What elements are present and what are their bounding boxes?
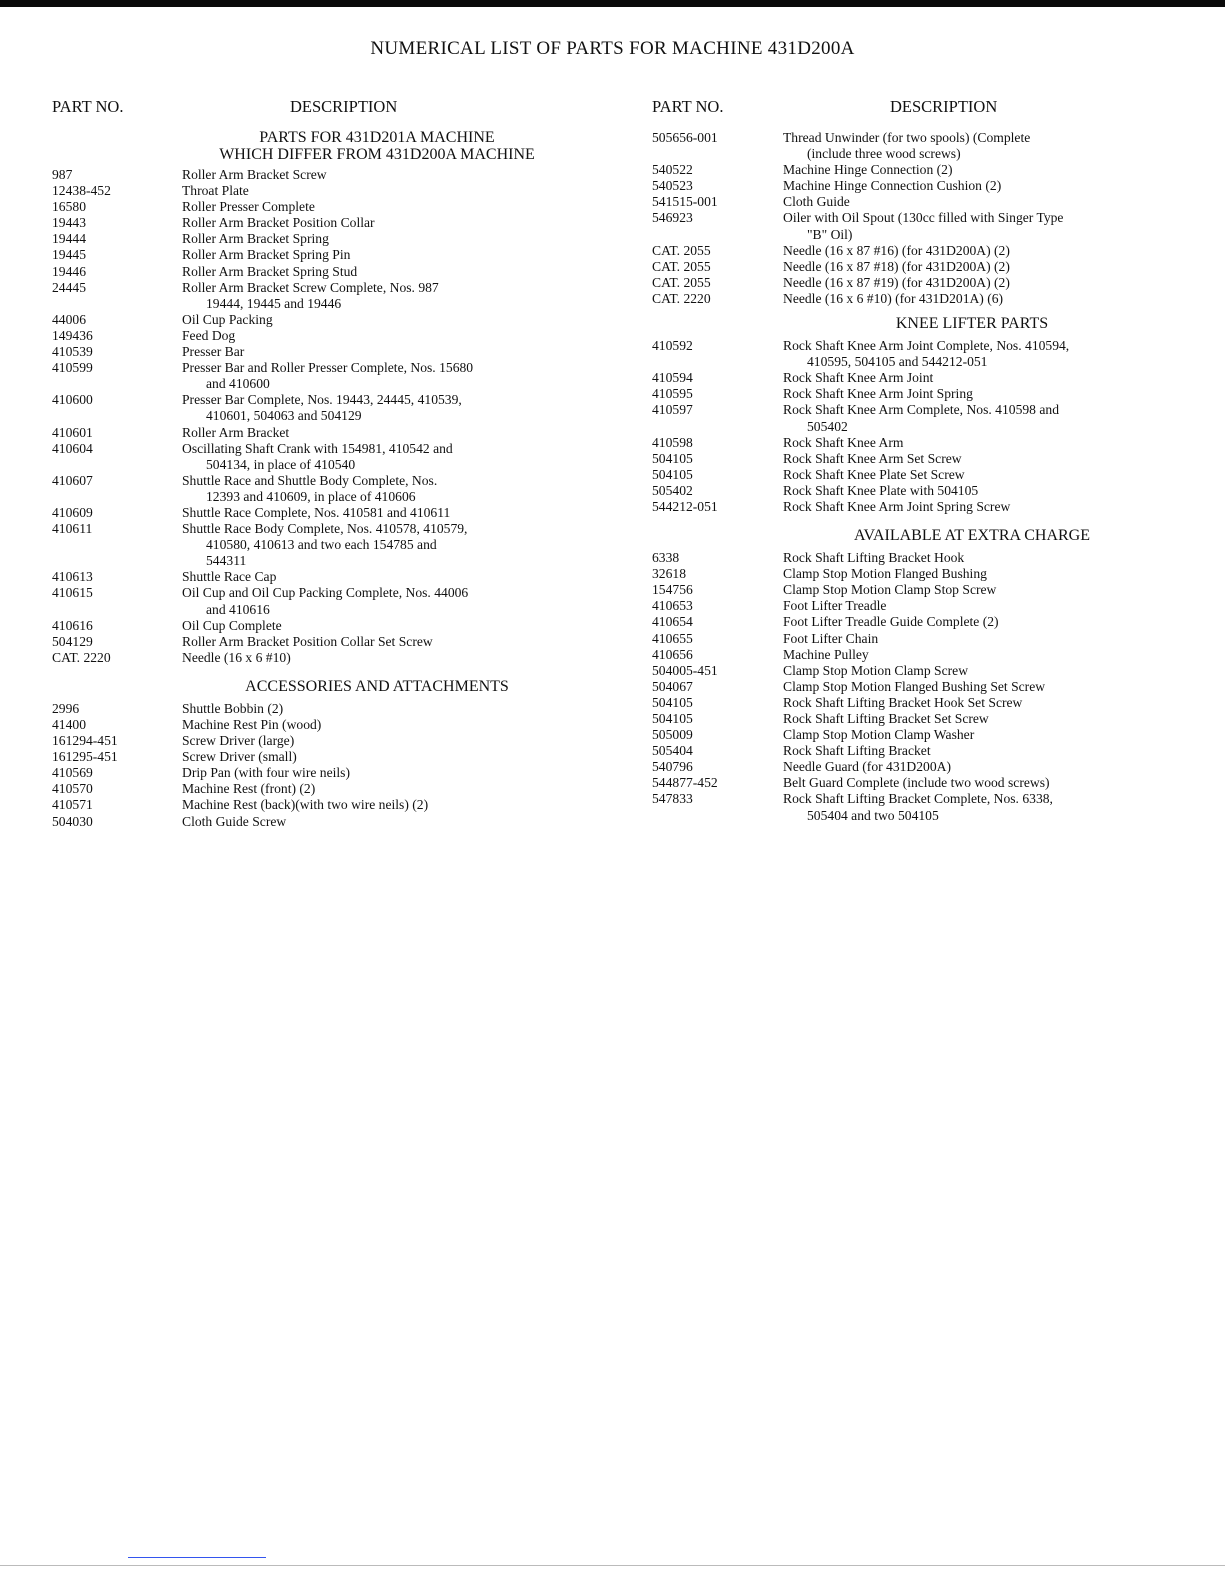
description-line: Oscillating Shaft Crank with 154981, 410542 and	[182, 440, 453, 456]
description-line: Roller Arm Bracket Spring	[182, 231, 329, 247]
description-line: Belt Guard Complete (include two wood screws)	[783, 775, 1050, 791]
part-number: 410604	[52, 440, 93, 456]
part-row	[52, 360, 572, 392]
description-line: Presser Bar and Roller Presser Complete, Nos. 15680	[182, 360, 474, 376]
part-row	[652, 178, 1172, 194]
section-title-line: KNEE LIFTER PARTS	[895, 315, 1049, 333]
part-description	[783, 759, 1172, 775]
part-number: 504129	[52, 633, 93, 649]
part-row	[652, 130, 1172, 162]
part-row	[652, 695, 1172, 711]
description-continuation: 19444, 19445 and 19446	[206, 295, 342, 311]
section-title-line: AVAILABLE AT EXTRA CHARGE	[853, 527, 1091, 545]
part-row	[652, 275, 1172, 291]
part-description	[182, 215, 572, 231]
part-row	[52, 650, 572, 666]
part-number: 410569	[52, 765, 93, 781]
part-number: 504105	[652, 711, 693, 726]
part-description	[182, 473, 572, 505]
part-row	[652, 338, 1172, 370]
part-number: 410609	[52, 504, 93, 520]
part-row	[52, 733, 572, 749]
part-number: 544212-051	[652, 498, 718, 514]
part-number: 19443	[52, 215, 86, 231]
parts-list	[52, 701, 572, 830]
part-description	[182, 717, 572, 733]
part-number: 540523	[652, 178, 693, 194]
description-line: Roller Arm Bracket Position Collar Set Screw	[182, 633, 433, 649]
part-row	[52, 505, 572, 521]
part-number: 410655	[652, 630, 693, 646]
description-continuation: 410580, 410613 and two each 154785 and	[206, 537, 437, 553]
part-description	[182, 360, 572, 392]
footer-link-underline	[128, 1557, 266, 1558]
part-description	[783, 499, 1172, 515]
description-line: Cloth Guide	[783, 194, 850, 210]
description-line: Needle (16 x 87 #16) (for 431D200A) (2)	[783, 242, 1010, 258]
description-line: Roller Arm Bracket Spring Stud	[182, 263, 358, 279]
part-row	[652, 614, 1172, 630]
part-description	[783, 550, 1172, 566]
description-continuation: (include three wood screws)	[807, 146, 961, 162]
part-row	[52, 231, 572, 247]
part-number: 410613	[52, 569, 93, 585]
part-description	[783, 275, 1172, 291]
part-number: 410571	[52, 797, 93, 813]
part-description	[783, 194, 1172, 210]
description-header: DESCRIPTION	[290, 97, 398, 116]
part-number: 504105	[652, 466, 693, 482]
part-description	[783, 791, 1172, 823]
part-row	[652, 467, 1172, 483]
part-number: 149436	[52, 327, 93, 343]
part-row	[652, 370, 1172, 386]
part-description	[783, 291, 1172, 307]
part-row	[52, 781, 572, 797]
parts-list	[652, 130, 1172, 307]
description-line: Thread Unwinder (for two spools) (Complete	[783, 130, 1031, 145]
part-description	[783, 451, 1172, 467]
description-line: Rock Shaft Lifting Bracket Set Screw	[783, 711, 989, 726]
description-continuation: and 410616	[206, 601, 270, 617]
description-line: Machine Rest (front) (2)	[182, 781, 316, 797]
description-line: Rock Shaft Knee Arm Set Screw	[783, 450, 962, 466]
description-line: Feed Dog	[182, 327, 236, 343]
part-row	[652, 259, 1172, 275]
description-line: Foot Lifter Treadle	[783, 598, 887, 614]
description-line: Foot Lifter Treadle Guide Complete (2)	[783, 614, 999, 630]
part-description	[783, 598, 1172, 614]
part-row	[652, 402, 1172, 434]
parts-list	[52, 167, 572, 666]
part-description	[783, 370, 1172, 386]
description-line: Shuttle Race Body Complete, Nos. 410578, 410579,	[182, 521, 468, 537]
description-line: Machine Rest Pin (wood)	[182, 717, 322, 732]
part-number: 6338	[652, 550, 680, 566]
part-description	[182, 701, 572, 717]
part-description	[783, 162, 1172, 178]
part-row	[652, 775, 1172, 791]
part-number: 410600	[52, 392, 93, 408]
description-continuation: "B" Oil)	[807, 226, 853, 242]
part-row	[652, 435, 1172, 451]
description-line: Rock Shaft Lifting Bracket Hook	[783, 550, 965, 566]
part-number: 504105	[652, 694, 693, 710]
description-continuation: 12393 and 410609, in place of 410606	[206, 488, 416, 504]
description-continuation: 505404 and two 504105	[807, 807, 939, 823]
description-line: Oil Cup Packing	[182, 311, 273, 327]
part-number: 410607	[52, 472, 93, 488]
page-title: NUMERICAL LIST OF PARTS FOR MACHINE 431D200A	[370, 38, 855, 59]
part-number: 410656	[652, 646, 693, 662]
section-title-line: WHICH DIFFER FROM 431D200A MACHINE	[219, 146, 535, 163]
part-number: 505009	[652, 727, 693, 743]
section-title-accessories	[52, 678, 572, 695]
part-number: 12438-452	[52, 183, 111, 199]
part-row	[52, 814, 572, 830]
part-number: 410595	[652, 386, 693, 402]
description-continuation: 504134, in place of 410540	[206, 456, 356, 472]
top-scan-border	[0, 0, 1225, 7]
part-row	[652, 743, 1172, 759]
part-number: 41400	[52, 717, 86, 732]
description-line: Roller Arm Bracket Screw	[182, 167, 327, 182]
part-number: 410570	[52, 781, 93, 797]
part-row	[52, 701, 572, 717]
part-description	[783, 178, 1172, 194]
section-title-extra-charge	[652, 527, 1162, 544]
part-row	[652, 386, 1172, 402]
description-line: Roller Arm Bracket Spring Pin	[182, 247, 351, 263]
part-row	[52, 328, 572, 344]
part-number: 16580	[52, 199, 86, 215]
part-number: 19446	[52, 263, 86, 279]
part-description	[182, 183, 572, 199]
part-row	[652, 791, 1172, 823]
part-row	[52, 797, 572, 813]
description-line: Roller Arm Bracket	[182, 424, 290, 440]
part-row	[52, 634, 572, 650]
left-column	[52, 97, 572, 830]
description-line: Presser Bar Complete, Nos. 19443, 24445, 410539,	[182, 392, 462, 408]
part-number: 505404	[652, 743, 693, 759]
part-row	[52, 585, 572, 617]
description-line: Machine Hinge Connection Cushion (2)	[783, 178, 1002, 194]
part-row	[652, 679, 1172, 695]
description-line: Oiler with Oil Spout (130cc filled with Singer Type	[783, 210, 1064, 226]
part-row	[52, 717, 572, 733]
part-row	[52, 312, 572, 328]
description-line: Presser Bar	[182, 344, 245, 360]
description-line: Rock Shaft Knee Plate with 504105	[783, 482, 979, 498]
part-number: 32618	[652, 566, 686, 582]
part-row	[652, 483, 1172, 499]
part-row	[52, 215, 572, 231]
part-row	[652, 291, 1172, 307]
part-row	[652, 451, 1172, 467]
part-number: 2996	[52, 700, 80, 716]
part-description	[182, 247, 572, 263]
right-column-header	[652, 97, 1172, 119]
part-row	[652, 727, 1172, 743]
description-line: Clamp Stop Motion Clamp Screw	[783, 662, 969, 678]
footer-divider	[0, 1565, 1225, 1566]
description-continuation: 410595, 504105 and 544212-051	[807, 354, 988, 370]
part-number: 505402	[652, 482, 693, 498]
description-continuation: and 410600	[206, 376, 270, 392]
part-number: 504067	[652, 678, 693, 694]
description-line: Screw Driver (small)	[182, 749, 297, 765]
part-number: 540522	[652, 162, 693, 178]
part-number: 547833	[652, 791, 693, 807]
part-row	[652, 566, 1172, 582]
part-description	[182, 521, 572, 569]
part-number: 546923	[652, 210, 693, 226]
part-number: 987	[52, 167, 73, 182]
part-number: CAT. 2055	[652, 242, 711, 258]
part-description	[783, 130, 1172, 162]
part-description	[182, 634, 572, 650]
description-continuation: 505402	[807, 418, 848, 434]
section-title-line: PARTS FOR 431D201A MACHINE	[259, 129, 495, 146]
part-number: 504030	[52, 813, 93, 829]
part-number: 410616	[52, 617, 93, 633]
description-line: Rock Shaft Knee Arm Joint Spring Screw	[783, 498, 1011, 514]
part-number: 154756	[652, 582, 693, 598]
part-number: CAT. 2055	[652, 258, 711, 274]
description-continuation: 410601, 504063 and 504129	[206, 408, 362, 424]
part-number: 410539	[52, 344, 93, 360]
part-row	[652, 663, 1172, 679]
part-row	[52, 425, 572, 441]
part-row	[652, 499, 1172, 515]
part-number: 410599	[52, 360, 93, 376]
part-number: 410597	[652, 402, 693, 418]
description-line: Needle (16 x 6 #10)	[182, 649, 291, 665]
part-row	[652, 711, 1172, 727]
part-description	[783, 614, 1172, 630]
part-number: 410615	[52, 585, 93, 601]
part-number: 410654	[652, 614, 693, 630]
description-line: Machine Hinge Connection (2)	[783, 162, 953, 178]
part-description	[182, 312, 572, 328]
part-description	[783, 775, 1172, 791]
part-description	[182, 167, 572, 183]
part-row	[652, 631, 1172, 647]
description-line: Shuttle Race Cap	[182, 569, 277, 585]
part-number: 19445	[52, 247, 86, 263]
part-description	[783, 467, 1172, 483]
part-row	[652, 582, 1172, 598]
part-row	[652, 162, 1172, 178]
part-row	[52, 569, 572, 585]
part-description	[783, 210, 1172, 242]
part-row	[52, 392, 572, 424]
part-description	[783, 631, 1172, 647]
description-line: Shuttle Bobbin (2)	[182, 700, 284, 716]
right-column	[652, 97, 1172, 824]
part-description	[182, 425, 572, 441]
part-description	[182, 733, 572, 749]
description-line: Rock Shaft Knee Arm Joint Spring	[783, 386, 973, 402]
part-number: 410592	[652, 338, 693, 354]
part-no-header: PART NO.	[652, 97, 724, 116]
description-line: Roller Arm Bracket Screw Complete, Nos. 987	[182, 279, 439, 295]
part-description	[783, 727, 1172, 743]
part-row	[52, 199, 572, 215]
description-line: Clamp Stop Motion Flanged Bushing	[783, 566, 987, 582]
description-line: Foot Lifter Chain	[783, 630, 879, 646]
part-number: CAT. 2055	[652, 274, 711, 290]
part-description	[182, 264, 572, 280]
part-number: 161295-451	[52, 749, 118, 765]
description-line: Needle (16 x 6 #10) (for 431D201A) (6)	[783, 290, 1004, 306]
description-line: Shuttle Race and Shuttle Body Complete, Nos.	[182, 472, 438, 488]
part-number: 541515-001	[652, 194, 718, 210]
part-row	[652, 194, 1172, 210]
description-line: Roller Presser Complete	[182, 199, 315, 215]
part-number: 540796	[652, 759, 693, 775]
part-row	[52, 765, 572, 781]
description-line: Clamp Stop Motion Flanged Bushing Set Screw	[783, 678, 1046, 694]
description-line: Rock Shaft Lifting Bracket Complete, Nos. 6338,	[783, 791, 1053, 807]
part-number: 410598	[652, 434, 693, 450]
part-row	[52, 521, 572, 569]
description-line: Rock Shaft Knee Arm Joint	[783, 370, 934, 386]
part-row	[52, 247, 572, 263]
part-description	[182, 344, 572, 360]
part-row	[652, 759, 1172, 775]
description-line: Rock Shaft Knee Plate Set Screw	[783, 466, 965, 482]
part-description	[182, 749, 572, 765]
description-line: Rock Shaft Knee Arm Joint Complete, Nos. 410594,	[783, 338, 1070, 354]
part-description	[783, 711, 1172, 727]
part-description	[182, 441, 572, 473]
left-column-header	[52, 97, 572, 119]
part-description	[182, 797, 572, 813]
part-row	[52, 473, 572, 505]
part-row	[52, 183, 572, 199]
description-line: Rock Shaft Lifting Bracket	[783, 743, 931, 759]
description-line: Oil Cup and Oil Cup Packing Complete, Nos. 44006	[182, 585, 469, 601]
part-description	[182, 392, 572, 424]
description-line: Drip Pan (with four wire neils)	[182, 765, 350, 781]
part-description	[783, 243, 1172, 259]
part-row	[52, 441, 572, 473]
part-number: 504105	[652, 450, 693, 466]
part-description	[182, 505, 572, 521]
description-line: Needle (16 x 87 #19) (for 431D200A) (2)	[783, 274, 1010, 290]
part-description	[783, 435, 1172, 451]
part-row	[52, 618, 572, 634]
section-title-431d201a	[52, 129, 572, 163]
description-line: Needle (16 x 87 #18) (for 431D200A) (2)	[783, 258, 1010, 274]
part-number: 410594	[652, 370, 693, 386]
parts-list	[652, 338, 1172, 515]
parts-list	[652, 550, 1172, 824]
description-line: Needle Guard (for 431D200A)	[783, 759, 951, 775]
description-line: Shuttle Race Complete, Nos. 410581 and 410611	[182, 504, 451, 520]
description-line: Rock Shaft Lifting Bracket Hook Set Screw	[783, 694, 1023, 710]
description-line: Throat Plate	[182, 183, 249, 199]
part-row	[52, 749, 572, 765]
part-number: 410611	[52, 521, 93, 537]
part-description	[182, 781, 572, 797]
part-description	[783, 679, 1172, 695]
description-line: Clamp Stop Motion Clamp Stop Screw	[783, 582, 997, 598]
part-number: 410601	[52, 424, 93, 440]
part-row	[652, 550, 1172, 566]
part-number: 161294-451	[52, 733, 118, 749]
part-number: 504005-451	[652, 662, 718, 678]
part-row	[52, 167, 572, 183]
part-number: 19444	[52, 231, 86, 247]
part-row	[52, 280, 572, 312]
part-description	[783, 338, 1172, 370]
part-description	[783, 483, 1172, 499]
description-line: Screw Driver (large)	[182, 733, 295, 749]
description-line: Machine Rest (back)(with two wire neils) (2)	[182, 797, 429, 813]
part-description	[783, 743, 1172, 759]
part-number: CAT. 2220	[52, 649, 111, 665]
part-row	[652, 647, 1172, 663]
part-description	[783, 695, 1172, 711]
part-description	[783, 402, 1172, 434]
part-number: 544877-452	[652, 775, 718, 791]
part-number: 44006	[52, 311, 86, 327]
part-description	[182, 569, 572, 585]
part-description	[182, 328, 572, 344]
part-row	[652, 243, 1172, 259]
part-description	[783, 566, 1172, 582]
part-description	[783, 259, 1172, 275]
part-description	[783, 582, 1172, 598]
part-description	[783, 663, 1172, 679]
description-line: Rock Shaft Knee Arm	[783, 434, 904, 450]
section-title-knee-lifter	[652, 315, 1162, 332]
description-continuation: 544311	[206, 553, 247, 569]
description-line: Rock Shaft Knee Arm Complete, Nos. 410598 and	[783, 402, 1059, 418]
part-description	[182, 280, 572, 312]
description-line: Clamp Stop Motion Clamp Washer	[783, 727, 975, 743]
description-header: DESCRIPTION	[890, 97, 998, 116]
description-line: Oil Cup Complete	[182, 617, 282, 633]
part-description	[182, 231, 572, 247]
description-line: Roller Arm Bracket Position Collar	[182, 215, 375, 231]
part-description	[182, 765, 572, 781]
part-no-header: PART NO.	[52, 97, 124, 116]
part-row	[52, 264, 572, 280]
part-description	[182, 814, 572, 830]
part-number: 24445	[52, 279, 86, 295]
section-title-line: ACCESSORIES AND ATTACHMENTS	[245, 677, 509, 695]
part-row	[52, 344, 572, 360]
part-description	[182, 199, 572, 215]
description-line: Machine Pulley	[783, 646, 869, 662]
description-line: Cloth Guide Screw	[182, 813, 287, 829]
part-description	[182, 650, 572, 666]
part-number: 505656-001	[652, 130, 718, 145]
part-number: 410653	[652, 598, 693, 614]
part-description	[783, 386, 1172, 402]
part-row	[652, 210, 1172, 242]
part-row	[652, 598, 1172, 614]
part-description	[182, 618, 572, 634]
part-description	[783, 647, 1172, 663]
part-number: CAT. 2220	[652, 290, 711, 306]
part-description	[182, 585, 572, 617]
